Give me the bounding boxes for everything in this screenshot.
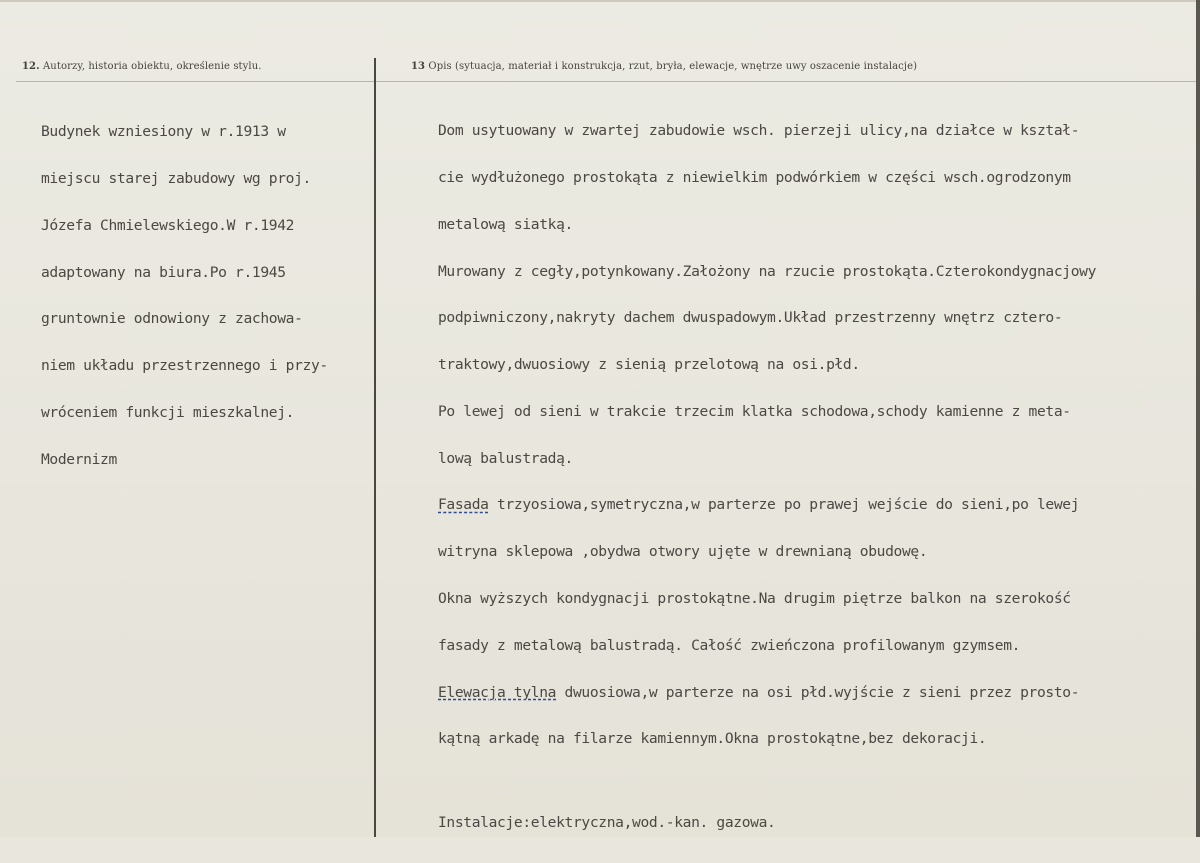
line-gap [438, 778, 1096, 784]
typed-line: witryna sklepowa ,obydwa otwory ujęte w drewnianą obudowę. [438, 543, 928, 561]
card-right-edge [1196, 0, 1200, 837]
typed-line: cie wydłużonego prostokąta z niewielkim podwórkiem w części wsch.ogrodzonym [438, 168, 1071, 186]
card-top-edge [0, 0, 1200, 2]
typed-line: kątną arkadę na filarze kamiennym.Okna prostokątne,bez dekoracji. [438, 730, 987, 748]
field-12-number: 12. [22, 61, 40, 72]
typed-line: Józefa Chmielewskiego.W r.1942 [41, 216, 295, 234]
typed-line: gruntownie odnowiony z zachowa- [41, 310, 303, 328]
typed-line: traktowy,dwuosiowy z sienią przelotową na osi.płd. [438, 356, 860, 374]
typed-line: Instalacje:elektryczna,wod.-kan. gazowa. [438, 814, 776, 832]
underlined-heading: Elewacja tylna [438, 683, 557, 701]
typed-line: Modernizm [41, 450, 117, 468]
field-13-label [411, 61, 917, 72]
field-12-title: Autorzy, historia obiektu, określenie stylu. [42, 61, 262, 72]
typed-line: adaptowany na biura.Po r.1945 [41, 263, 286, 281]
typed-line: Elewacja tylna dwuosiowa,w parterze na osi płd.wyjście z sieni przez prosto- [438, 683, 1080, 701]
typed-line: lową balustradą. [438, 449, 573, 467]
typed-line: Fasada trzyosiowa,symetryczna,w parterze po prawej wejście do sieni,po lewej [438, 496, 1080, 514]
typed-line: Dom usytuowany w zwartej zabudowie wsch. pierzeji ulicy,na działce w kształ- [438, 122, 1080, 140]
typed-line: Okna wyższych kondygnacji prostokątne.Na drugim piętrze balkon na szerokość [438, 590, 1071, 607]
typed-line: wróceniem funkcji mieszkalnej. [41, 403, 295, 421]
typed-line: niem układu przestrzennego i przy- [41, 357, 328, 375]
typed-line: podpiwniczony,nakryty dachem dwuspadowym.Układ przestrzenny wnętrz cztero- [438, 309, 1063, 327]
header-rule [16, 81, 1196, 82]
typed-line: miejscu starej zabudowy wg proj. [41, 169, 311, 187]
field-12-label [22, 61, 262, 72]
column-divider [374, 58, 376, 837]
field-13-title: Opis (sytuacja, materiał i konstrukcja, rzut, bryła, elewacje, wnętrze uwy oszacenie instalacje) [428, 61, 918, 72]
field-13-typed-text [438, 92, 1096, 862]
typed-line: fasady z metalową balustradą. Całość zwieńczona profilowanym gzymsem. [438, 636, 1021, 654]
field-12-typed-text [41, 93, 328, 498]
typed-line: metalową siatką. [438, 215, 573, 233]
field-13-number: 13 [411, 61, 426, 72]
typed-line: Budynek wzniesiony w r.1913 w [41, 123, 286, 141]
underlined-heading: Fasada [438, 496, 489, 514]
typed-line: Murowany z cegły,potynkowany.Założony na rzucie prostokąta.Czterokondygnacjowy [438, 262, 1097, 280]
typed-line: Po lewej od sieni w trakcie trzecim klatka schodowa,schody kamienne z meta- [438, 402, 1071, 420]
